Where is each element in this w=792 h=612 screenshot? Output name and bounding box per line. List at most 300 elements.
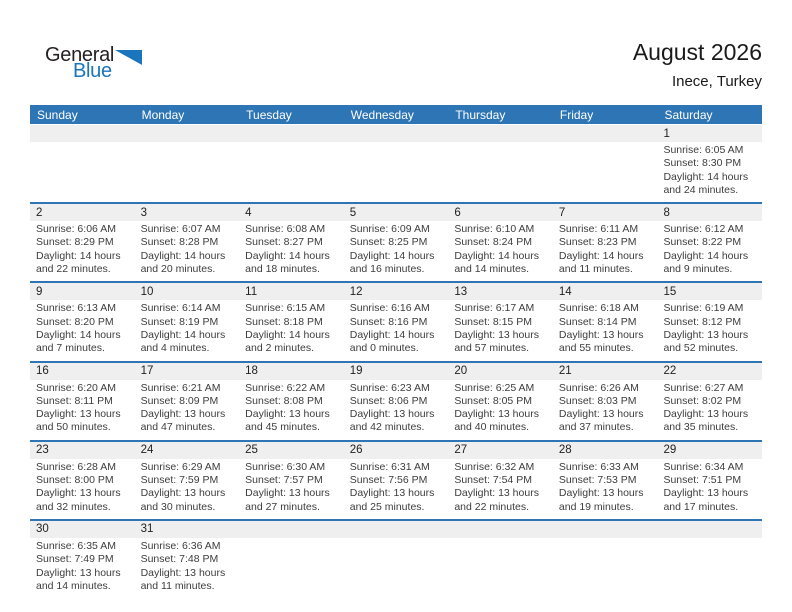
day-detail-line: Daylight: 14 hours	[36, 249, 121, 262]
day-number-strip	[657, 125, 762, 142]
day-cell-7	[553, 204, 658, 281]
day-detail-line: and 27 minutes.	[245, 500, 320, 513]
day-number: 15	[663, 285, 677, 298]
day-cell-13	[448, 283, 553, 360]
day-detail-line: and 20 minutes.	[140, 263, 216, 276]
day-detail-line: Sunrise: 6:15 AM	[245, 302, 326, 315]
day-detail-line: Sunset: 8:22 PM	[663, 236, 742, 249]
day-detail-line: Daylight: 14 hours	[349, 249, 435, 262]
dow-wednesday: Wednesday	[350, 107, 414, 122]
day-number: 31	[140, 523, 154, 536]
day-number: 14	[558, 285, 572, 298]
day-details	[30, 380, 135, 440]
day-number-strip	[553, 521, 658, 538]
day-cell-22	[657, 363, 762, 440]
day-number: 7	[558, 206, 566, 219]
day-number-strip	[448, 363, 553, 380]
day-detail-line: Sunrise: 6:08 AM	[245, 223, 326, 236]
week-row	[30, 204, 762, 283]
day-detail-line: Daylight: 13 hours	[140, 487, 226, 500]
day-detail-line: and 24 minutes.	[663, 183, 739, 196]
day-details	[553, 459, 658, 519]
day-detail-line: Sunset: 8:12 PM	[663, 315, 742, 328]
day-number-strip	[30, 442, 135, 459]
day-detail-line: Daylight: 13 hours	[663, 487, 749, 500]
day-details	[448, 459, 553, 519]
day-details	[239, 300, 344, 360]
day-detail-line: Sunrise: 6:11 AM	[558, 223, 639, 236]
day-number-strip	[30, 125, 135, 142]
day-number: 9	[36, 285, 43, 298]
day-cell-3	[135, 204, 240, 281]
day-number-strip	[239, 521, 344, 538]
day-details	[657, 538, 762, 545]
day-number: 13	[454, 285, 468, 298]
day-number-strip	[657, 283, 762, 300]
general-blue-logo	[45, 44, 165, 88]
day-cell-31	[135, 521, 240, 598]
day-detail-line: and 52 minutes.	[663, 342, 739, 355]
day-detail-line: Sunset: 7:48 PM	[140, 553, 219, 566]
day-details	[135, 459, 240, 519]
day-detail-line: Daylight: 13 hours	[140, 566, 226, 579]
day-detail-line: and 55 minutes.	[558, 342, 634, 355]
day-number-strip	[657, 204, 762, 221]
day-number: 11	[245, 285, 258, 298]
day-details	[344, 459, 449, 519]
dow-tuesday: Tuesday	[246, 107, 292, 122]
day-detail-line: Sunrise: 6:31 AM	[349, 460, 430, 473]
logo-text-general: General	[45, 44, 115, 66]
day-details	[239, 380, 344, 440]
day-detail-line: Sunset: 8:00 PM	[36, 474, 114, 487]
day-details	[553, 221, 658, 281]
day-detail-line: and 42 minutes.	[349, 421, 425, 434]
day-detail-line: Daylight: 13 hours	[663, 328, 749, 341]
day-detail-line: Daylight: 13 hours	[140, 408, 226, 421]
day-cell-16	[30, 363, 135, 440]
logo-text-blue: Blue	[73, 60, 112, 82]
day-cell-17	[135, 363, 240, 440]
day-detail-line: Sunset: 8:29 PM	[36, 236, 114, 249]
day-number-strip	[553, 442, 658, 459]
day-detail-line: Daylight: 13 hours	[454, 328, 539, 341]
day-number-strip	[344, 283, 449, 300]
day-details	[30, 142, 135, 149]
day-number-strip	[553, 363, 658, 380]
day-detail-line: and 18 minutes.	[245, 263, 320, 276]
day-detail-line: Sunset: 8:06 PM	[349, 394, 428, 407]
day-number: 25	[245, 444, 258, 457]
day-cell-6	[448, 204, 553, 281]
day-details	[344, 300, 449, 360]
day-detail-line: Daylight: 13 hours	[349, 487, 435, 500]
header-titles	[633, 38, 762, 90]
day-detail-line: Daylight: 13 hours	[245, 487, 330, 500]
day-details	[657, 380, 762, 440]
day-cell-12	[344, 283, 449, 360]
week-row	[30, 442, 762, 521]
day-number: 3	[140, 206, 147, 219]
day-number-strip	[239, 125, 344, 142]
day-detail-line: Sunset: 8:02 PM	[663, 394, 742, 407]
day-detail-line: and 0 minutes.	[349, 342, 419, 355]
day-number-strip	[30, 283, 135, 300]
day-detail-line: and 11 minutes.	[140, 579, 215, 592]
day-number-strip	[657, 363, 762, 380]
day-detail-line: and 50 minutes.	[36, 421, 111, 434]
day-cell-29	[657, 442, 762, 519]
day-number-strip	[553, 125, 658, 142]
day-detail-line: Sunrise: 6:10 AM	[454, 223, 535, 236]
day-detail-line: Sunset: 7:56 PM	[349, 474, 428, 487]
day-details	[135, 300, 240, 360]
day-detail-line: Sunset: 8:05 PM	[454, 394, 532, 407]
day-details	[448, 221, 553, 281]
day-cell-1	[657, 125, 762, 202]
day-detail-line: Sunset: 8:30 PM	[663, 157, 742, 170]
day-of-week-header	[30, 105, 762, 124]
day-detail-line: Daylight: 13 hours	[454, 487, 539, 500]
day-detail-line: Sunrise: 6:12 AM	[663, 223, 744, 236]
day-detail-line: Daylight: 14 hours	[245, 249, 330, 262]
day-detail-line: Daylight: 13 hours	[663, 408, 749, 421]
day-detail-line: Daylight: 14 hours	[245, 328, 330, 341]
day-details	[344, 380, 449, 440]
day-details	[30, 538, 135, 598]
day-number-strip	[553, 283, 658, 300]
day-cell-25	[239, 442, 344, 519]
day-detail-line: Sunrise: 6:13 AM	[36, 302, 116, 315]
day-detail-line: Sunset: 7:51 PM	[663, 474, 742, 487]
day-number: 27	[454, 444, 468, 457]
weeks-container	[30, 125, 762, 598]
day-details	[448, 142, 553, 149]
day-details	[448, 380, 553, 440]
day-detail-line: Daylight: 14 hours	[558, 249, 644, 262]
day-cell-empty	[30, 125, 135, 202]
day-details	[30, 221, 135, 281]
dow-thursday: Thursday	[455, 107, 506, 122]
day-cell-28	[553, 442, 658, 519]
day-detail-line: and 19 minutes.	[558, 500, 634, 513]
day-detail-line: Sunset: 8:03 PM	[558, 394, 637, 407]
day-detail-line: and 45 minutes.	[245, 421, 320, 434]
day-cell-4	[239, 204, 344, 281]
day-detail-line: Sunrise: 6:29 AM	[140, 460, 221, 473]
day-detail-line: Sunset: 8:27 PM	[245, 236, 323, 249]
day-detail-line: Sunset: 8:18 PM	[245, 315, 323, 328]
day-number-strip	[344, 363, 449, 380]
day-number-strip	[657, 442, 762, 459]
day-detail-line: Daylight: 13 hours	[454, 408, 539, 421]
day-number-strip	[448, 521, 553, 538]
day-detail-line: Sunrise: 6:19 AM	[663, 302, 744, 315]
day-detail-line: and 37 minutes.	[558, 421, 634, 434]
day-details	[239, 459, 344, 519]
day-number: 20	[454, 365, 468, 378]
day-detail-line: and 14 minutes.	[36, 579, 111, 592]
day-detail-line: Daylight: 14 hours	[140, 249, 226, 262]
week-row	[30, 521, 762, 598]
day-details	[344, 538, 449, 545]
day-detail-line: and 35 minutes.	[663, 421, 739, 434]
day-detail-line: and 57 minutes.	[454, 342, 530, 355]
day-details	[448, 300, 553, 360]
day-number: 28	[558, 444, 572, 457]
day-detail-line: Sunset: 8:19 PM	[140, 315, 219, 328]
day-number: 1	[663, 127, 670, 140]
day-cell-9	[30, 283, 135, 360]
day-number-strip	[239, 204, 344, 221]
day-number: 29	[663, 444, 677, 457]
day-detail-line: and 25 minutes.	[349, 500, 425, 513]
day-details	[553, 538, 658, 545]
day-detail-line: and 40 minutes.	[454, 421, 530, 434]
day-detail-line: Sunrise: 6:28 AM	[36, 460, 116, 473]
day-detail-line: Daylight: 13 hours	[245, 408, 330, 421]
day-detail-line: Sunset: 8:16 PM	[349, 315, 428, 328]
day-number: 17	[140, 365, 154, 378]
day-cell-empty	[553, 125, 658, 202]
day-detail-line: Sunset: 7:54 PM	[454, 474, 532, 487]
day-detail-line: Sunset: 8:15 PM	[454, 315, 532, 328]
day-detail-line: Daylight: 13 hours	[558, 328, 644, 341]
day-detail-line: and 9 minutes.	[663, 263, 733, 276]
day-detail-line: Sunrise: 6:26 AM	[558, 381, 639, 394]
day-cell-empty	[344, 125, 449, 202]
day-cell-24	[135, 442, 240, 519]
day-cell-5	[344, 204, 449, 281]
day-details	[135, 221, 240, 281]
day-detail-line: Sunset: 8:11 PM	[36, 394, 113, 407]
day-detail-line: and 11 minutes.	[558, 263, 633, 276]
day-detail-line: Sunrise: 6:25 AM	[454, 381, 535, 394]
day-details	[239, 538, 344, 545]
page-title: August 2026	[632, 39, 762, 65]
day-cell-11	[239, 283, 344, 360]
day-cell-30	[30, 521, 135, 598]
day-detail-line: and 22 minutes.	[36, 263, 111, 276]
day-number: 6	[454, 206, 461, 219]
day-details	[553, 300, 658, 360]
day-detail-line: Sunrise: 6:09 AM	[349, 223, 430, 236]
day-number: 30	[36, 523, 49, 536]
day-details	[344, 142, 449, 149]
day-details	[657, 142, 762, 202]
day-number: 23	[36, 444, 49, 457]
day-number-strip	[344, 125, 449, 142]
day-detail-line: Sunset: 8:14 PM	[558, 315, 637, 328]
day-detail-line: Sunset: 8:28 PM	[140, 236, 219, 249]
day-number: 12	[349, 285, 363, 298]
day-number-strip	[448, 204, 553, 221]
day-cell-empty	[553, 521, 658, 598]
day-detail-line: Sunrise: 6:34 AM	[663, 460, 744, 473]
day-detail-line: Daylight: 13 hours	[558, 408, 644, 421]
day-detail-line: Sunset: 7:57 PM	[245, 474, 323, 487]
day-detail-line: Sunset: 7:53 PM	[558, 474, 637, 487]
day-number-strip	[448, 283, 553, 300]
day-detail-line: Sunrise: 6:32 AM	[454, 460, 535, 473]
day-detail-line: Sunrise: 6:30 AM	[245, 460, 326, 473]
day-number: 21	[558, 365, 572, 378]
day-cell-23	[30, 442, 135, 519]
day-number: 22	[663, 365, 677, 378]
day-detail-line: Sunrise: 6:20 AM	[36, 381, 116, 394]
day-cell-20	[448, 363, 553, 440]
day-number-strip	[553, 204, 658, 221]
day-details	[553, 380, 658, 440]
day-cell-26	[344, 442, 449, 519]
day-detail-line: Sunrise: 6:07 AM	[140, 223, 221, 236]
day-detail-line: and 32 minutes.	[36, 500, 111, 513]
day-cell-8	[657, 204, 762, 281]
day-cell-18	[239, 363, 344, 440]
day-cell-21	[553, 363, 658, 440]
day-cell-empty	[135, 125, 240, 202]
day-detail-line: Sunrise: 6:18 AM	[558, 302, 639, 315]
day-number-strip	[135, 204, 240, 221]
week-row	[30, 283, 762, 362]
day-detail-line: Sunrise: 6:21 AM	[140, 381, 221, 394]
day-details	[657, 459, 762, 519]
day-number-strip	[135, 283, 240, 300]
day-number-strip	[30, 204, 135, 221]
day-cell-empty	[657, 521, 762, 598]
day-cell-empty	[239, 521, 344, 598]
day-number: 5	[349, 206, 357, 219]
day-detail-line: Sunrise: 6:17 AM	[454, 302, 535, 315]
day-number-strip	[448, 442, 553, 459]
day-detail-line: Daylight: 14 hours	[140, 328, 226, 341]
day-detail-line: Daylight: 14 hours	[663, 249, 749, 262]
day-number-strip	[344, 521, 449, 538]
day-cell-2	[30, 204, 135, 281]
day-number-strip	[344, 442, 449, 459]
day-detail-line: Daylight: 13 hours	[349, 408, 435, 421]
day-detail-line: and 2 minutes.	[245, 342, 315, 355]
day-number-strip	[30, 363, 135, 380]
day-number-strip	[239, 442, 344, 459]
day-details	[30, 300, 135, 360]
day-number: 24	[140, 444, 154, 457]
day-details	[135, 142, 240, 149]
day-detail-line: Sunrise: 6:33 AM	[558, 460, 639, 473]
day-detail-line: Sunset: 8:09 PM	[140, 394, 219, 407]
day-detail-line: and 22 minutes.	[454, 500, 530, 513]
day-number-strip	[239, 363, 344, 380]
day-details	[239, 142, 344, 149]
day-number: 8	[663, 206, 670, 219]
week-row	[30, 125, 762, 204]
day-number: 4	[245, 206, 252, 219]
day-number: 19	[349, 365, 363, 378]
calendar-grid	[30, 105, 762, 598]
day-detail-line: and 16 minutes.	[349, 263, 425, 276]
day-details	[135, 380, 240, 440]
dow-monday: Monday	[141, 107, 185, 122]
day-detail-line: and 47 minutes.	[140, 421, 216, 434]
day-detail-line: Sunrise: 6:14 AM	[140, 302, 221, 315]
day-detail-line: and 17 minutes.	[663, 500, 739, 513]
day-detail-line: Sunrise: 6:23 AM	[349, 381, 430, 394]
day-number-strip	[135, 363, 240, 380]
day-detail-line: Daylight: 13 hours	[36, 566, 121, 579]
day-detail-line: Sunset: 8:08 PM	[245, 394, 323, 407]
day-detail-line: Sunset: 8:20 PM	[36, 315, 114, 328]
location-subtitle: Inece, Turkey	[671, 73, 762, 90]
day-cell-empty	[448, 521, 553, 598]
week-row	[30, 363, 762, 442]
day-detail-line: Sunrise: 6:16 AM	[349, 302, 430, 315]
day-detail-line: Daylight: 14 hours	[349, 328, 435, 341]
dow-friday: Friday	[559, 107, 594, 122]
day-cell-empty	[448, 125, 553, 202]
day-detail-line: Sunrise: 6:05 AM	[663, 144, 744, 156]
day-detail-line: Sunrise: 6:22 AM	[245, 381, 326, 394]
day-detail-line: and 30 minutes.	[140, 500, 216, 513]
day-number-strip	[657, 521, 762, 538]
day-details	[657, 221, 762, 281]
day-number: 10	[140, 285, 154, 298]
day-detail-line: Daylight: 13 hours	[36, 487, 121, 500]
day-details	[135, 538, 240, 598]
day-number: 26	[349, 444, 363, 457]
day-details	[30, 459, 135, 519]
day-details	[448, 538, 553, 545]
day-detail-line: and 14 minutes.	[454, 263, 530, 276]
day-detail-line: Daylight: 14 hours	[36, 328, 121, 341]
day-detail-line: Sunset: 8:24 PM	[454, 236, 532, 249]
day-detail-line: Daylight: 13 hours	[36, 408, 121, 421]
day-number: 18	[245, 365, 258, 378]
day-details	[239, 221, 344, 281]
day-detail-line: Sunset: 7:59 PM	[140, 474, 219, 487]
day-detail-line: Daylight: 14 hours	[663, 170, 749, 183]
day-cell-10	[135, 283, 240, 360]
day-number-strip	[448, 125, 553, 142]
day-detail-line: Daylight: 13 hours	[558, 487, 644, 500]
day-cell-15	[657, 283, 762, 360]
day-cell-19	[344, 363, 449, 440]
day-number: 2	[36, 206, 43, 219]
day-detail-line: Sunrise: 6:06 AM	[36, 223, 116, 236]
day-number-strip	[135, 442, 240, 459]
dow-sunday: Sunday	[37, 107, 78, 122]
day-detail-line: Sunset: 8:23 PM	[558, 236, 637, 249]
day-detail-line: and 4 minutes.	[140, 342, 210, 355]
day-cell-14	[553, 283, 658, 360]
day-cell-empty	[344, 521, 449, 598]
day-details	[657, 300, 762, 360]
day-detail-line: Sunrise: 6:35 AM	[36, 539, 116, 552]
dow-saturday: Saturday	[664, 107, 713, 122]
day-number: 16	[36, 365, 49, 378]
day-detail-line: Sunrise: 6:27 AM	[663, 381, 744, 394]
day-number-strip	[344, 204, 449, 221]
day-number-strip	[30, 521, 135, 538]
day-number-strip	[239, 283, 344, 300]
day-detail-line: Daylight: 14 hours	[454, 249, 539, 262]
day-detail-line: Sunrise: 6:36 AM	[140, 539, 221, 552]
day-detail-line: Sunset: 8:25 PM	[349, 236, 428, 249]
day-details	[344, 221, 449, 281]
day-cell-27	[448, 442, 553, 519]
day-cell-empty	[239, 125, 344, 202]
day-number-strip	[135, 125, 240, 142]
day-details	[553, 142, 658, 149]
